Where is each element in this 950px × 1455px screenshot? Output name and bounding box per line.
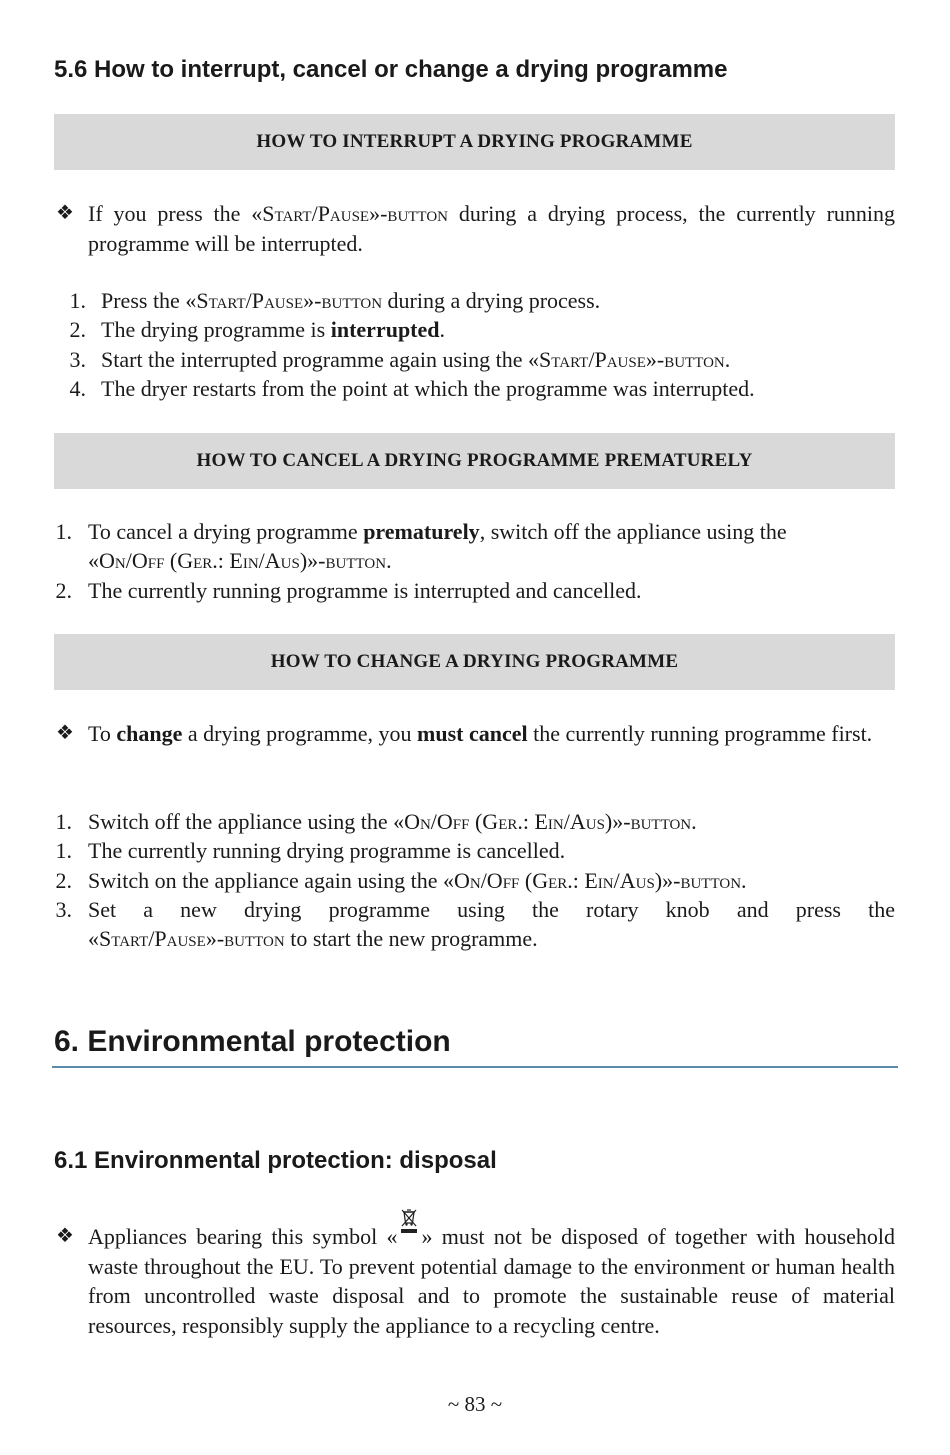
list-item: The currently running programme is interrupted and cancelled. [88,578,642,603]
change-band [54,634,895,690]
diamond-bullet-icon: ❖ [56,202,74,224]
list-item: Press the «Start/Pause»-button during a drying process. [101,288,601,313]
list-item: Set a new drying programme using the rotary knob and press the [88,897,895,922]
cancel-band-label: HOW TO CANCEL A DRYING PROGRAMME PREMATURELY [196,450,753,471]
list-item: Switch off the appliance using the «On/Off (Ger.: Ein/Aus)»-button. [88,809,697,834]
list-number: 1. [55,809,72,834]
list-item: The drying programme is interrupted. [101,317,445,342]
list-number: 1. [55,838,72,863]
list-item: The dryer restarts from the point at which the programme was interrupted. [101,376,755,401]
interrupt-band-label: HOW TO INTERRUPT A DRYING PROGRAMME [256,131,693,152]
list-item: The currently running drying programme is cancelled. [88,838,566,863]
interrupt-intro: If you press the «Start/Pause»-button during a drying process, the currently running programme will be interrupted. [88,201,896,256]
disposal-paragraph: Appliances bearing this symbol « » must not be disposed of together with household waste throughout the EU. To prevent potential damage to the environment or human health from uncontrolled waste disposal and to promote the sustainable reuse of material resources, responsibly supply the appliance to a recycling centre. [88,1222,895,1340]
change-intro: To change a drying programme, you must cancel the currently running programme first. [88,721,873,746]
cancel-band [54,433,895,489]
list-item: Switch on the appliance again using the «On/Off (Ger.: Ein/Aus)»-button. [88,868,747,893]
list-number: 2. [55,868,72,893]
change-band-label: HOW TO CHANGE A DRYING PROGRAMME [270,651,679,672]
list-item: To cancel a drying programme prematurely, switch off the appliance using the [88,519,787,544]
list-item-continuation: «On/Off (Ger.: Ein/Aus)»-button. [88,548,392,573]
list-number: 1. [69,288,86,313]
section-5-6-title: 5.6 How to interrupt, cancel or change a drying programme [54,56,728,83]
section-divider [52,1066,898,1068]
list-number: 3. [69,347,86,372]
list-number: 2. [55,578,72,603]
page-number: ~ 83 ~ [447,1392,503,1416]
section-6-1-title: 6.1 Environmental protection: disposal [54,1147,497,1174]
diamond-bullet-icon: ❖ [56,722,74,744]
list-number: 2. [69,317,86,342]
crossed-bin-icon [397,1208,421,1234]
list-number: 3. [55,897,72,922]
section-6-title: 6. Environmental protection [54,1025,451,1058]
list-item: Start the interrupted programme again using the «Start/Pause»-button. [101,347,731,372]
list-number: 4. [69,376,86,401]
list-number: 1. [55,519,72,544]
diamond-bullet-icon: ❖ [56,1225,74,1247]
list-item-continuation: «Start/Pause»-button to start the new programme. [88,926,538,951]
interrupt-band [54,114,895,170]
